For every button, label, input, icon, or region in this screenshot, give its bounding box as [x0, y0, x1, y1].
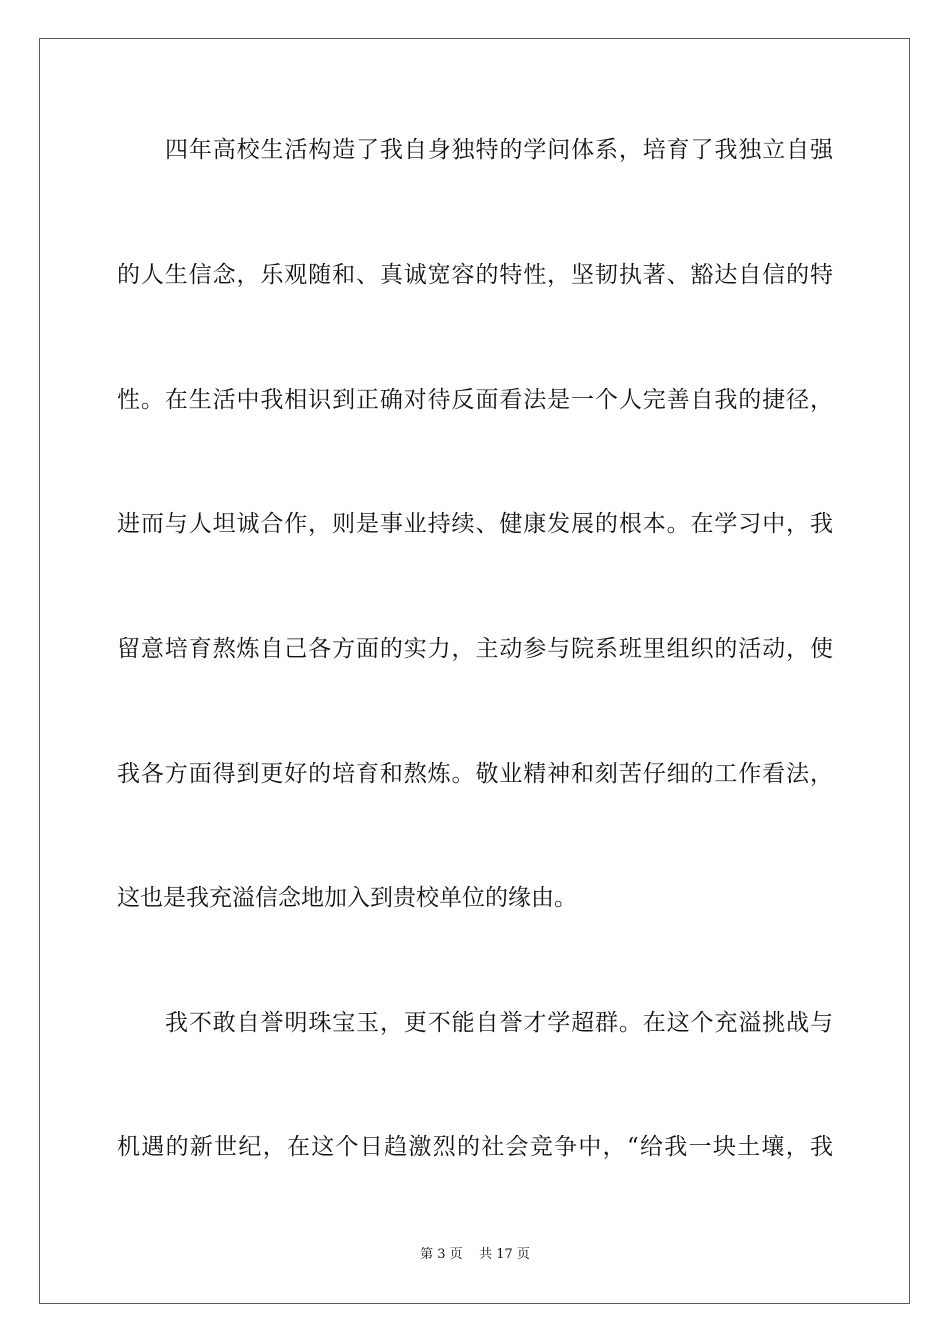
page-border	[39, 38, 910, 1304]
text-line-4: 进而与人坦诚合作，则是事业持续、健康发展的根本。在学习中，我	[117, 511, 833, 537]
text-line-1: 四年高校生活构造了我自身独特的学问体系，培育了我独立自强	[165, 137, 833, 163]
text-line-9: 机遇的新世纪，在这个日趋激烈的社会竞争中，“给我一块土壤，我	[117, 1134, 833, 1160]
text-line-7: 这也是我充溢信念地加入到贵校单位的缘由。	[117, 885, 577, 911]
text-line-6: 我各方面得到更好的培育和熬炼。敬业精神和刻苦仔细的工作看法，	[117, 761, 833, 787]
text-line-2: 的人生信念，乐观随和、真诚宽容的特性，坚韧执著、豁达自信的特	[117, 262, 833, 288]
text-line-3: 性。在生活中我相识到正确对待反面看法是一个人完善自我的捷径，	[117, 387, 833, 413]
page-number-footer: 第 3 页 共 17 页	[420, 1247, 530, 1262]
text-line-5: 留意培育熬炼自己各方面的实力，主动参与院系班里组织的活动，使	[117, 636, 833, 662]
text-line-8: 我不敢自誉明珠宝玉，更不能自誉才学超群。在这个充溢挑战与	[165, 1010, 833, 1036]
